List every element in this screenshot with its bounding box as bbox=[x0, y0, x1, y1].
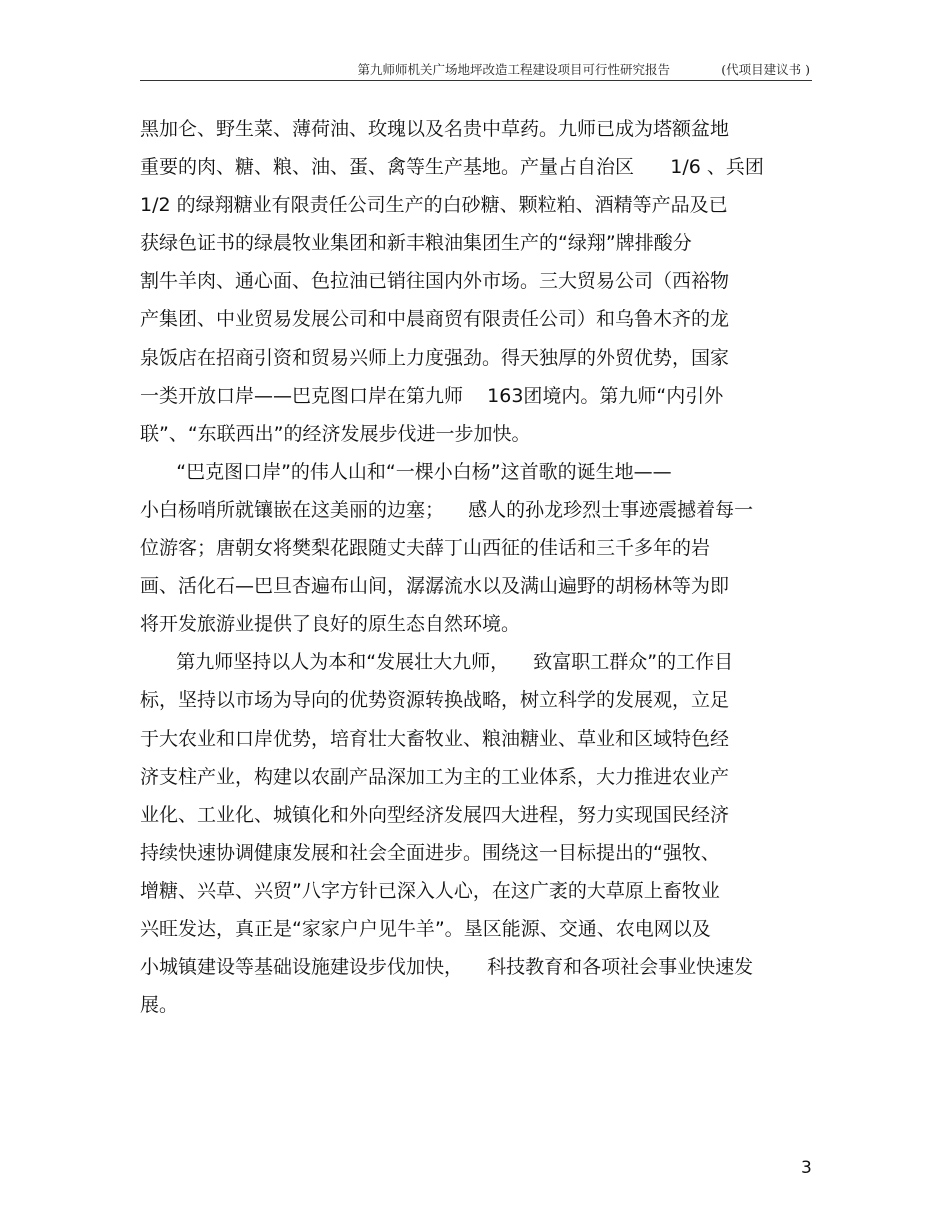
report-subtitle: (代项目建议书 ) bbox=[721, 62, 810, 77]
text-line: 黑加仑、野生菜、薄荷油、玫瑰以及名贵中草药。九师已成为塔额盆地 bbox=[140, 118, 730, 140]
text-line: 位游客；唐朝女将樊梨花跟随丈夫薛丁山西征的佳话和三千多年的岩 bbox=[140, 537, 711, 560]
text-line: 业化、工业化、城镇化和外向型经济发展四大进程，努力实现国民经济 bbox=[140, 803, 730, 826]
text-line: 产集团、中业贸易发展公司和中晨商贸有限责任公司）和乌鲁木齐的龙 bbox=[140, 308, 730, 331]
text-line: 将开发旅游业提供了良好的原生态自然环境。 bbox=[140, 613, 521, 636]
text-line: 小城镇建设等基础设施建设步伐加快， 科技教育和各项社会事业快速发 bbox=[140, 956, 754, 979]
text-line: 标，坚持以市场为导向的优势资源转换战略，树立科学的发展观，立足 bbox=[140, 689, 730, 712]
text-line: 联”、“东联西出”的经济发展步伐进一步加快。 bbox=[140, 422, 531, 445]
text-line: 1/2 的绿翔糖业有限责任公司生产的白砂糖、颗粒粕、酒精等产品及已 bbox=[140, 194, 728, 217]
page-number: 3 bbox=[801, 1158, 812, 1178]
body-text bbox=[140, 110, 820, 1024]
text-line: 兴旺发达，真正是“家家户户见牛羊”。垦区能源、交通、农电网以及 bbox=[140, 917, 711, 940]
text-line: 第九师坚持以人为本和“发展壮大九师， 致富职工群众”的工作目 bbox=[140, 651, 734, 674]
text-line: 割牛羊肉、通心面、色拉油已销往国内外市场。三大贸易公司（西裕物 bbox=[140, 270, 730, 293]
text-line: “巴克图口岸”的伟人山和“一棵小白杨”这首歌的诞生地—— bbox=[140, 460, 672, 483]
text-line: 济支柱产业，构建以农副产品深加工为主的工业体系，大力推进农业产 bbox=[140, 765, 730, 788]
text-line: 增糖、兴草、兴贸”八字方针已深入人心，在这广袤的大草原上畜牧业 bbox=[140, 879, 720, 902]
text-line: 重要的肉、糖、粮、油、蛋、禽等生产基地。产量占自治区 1/6 、兵团 bbox=[140, 156, 764, 179]
text-line: 一类开放口岸——巴克图口岸在第九师 163团境内。第九师“内引外 bbox=[140, 384, 724, 407]
text-line: 画、活化石—巴旦杏遍布山间，潺潺流水以及满山遍野的胡杨林等为即 bbox=[140, 575, 730, 598]
text-line: 持续快速协调健康发展和社会全面进步。围绕这一目标提出的“强牧、 bbox=[140, 841, 720, 864]
page-header bbox=[140, 58, 812, 81]
text-line: 于大农业和口岸优势，培育壮大畜牧业、粮油糖业、草业和区域特色经 bbox=[140, 727, 730, 750]
text-line: 展。 bbox=[140, 994, 179, 1017]
text-line: 获绿色证书的绿晨牧业集团和新丰粮油集团生产的“绿翔”牌排酸分 bbox=[140, 232, 692, 255]
report-title: 第九师师机关广场地坪改造工程建设项目可行性研究报告 bbox=[357, 62, 670, 77]
text-line: 泉饭店在招商引资和贸易兴师上力度强劲。得天独厚的外贸优势，国家 bbox=[140, 346, 730, 369]
text-line: 小白杨哨所就镶嵌在这美丽的边塞； 感人的孙龙珍烈士事迹震撼着每一 bbox=[140, 498, 754, 521]
